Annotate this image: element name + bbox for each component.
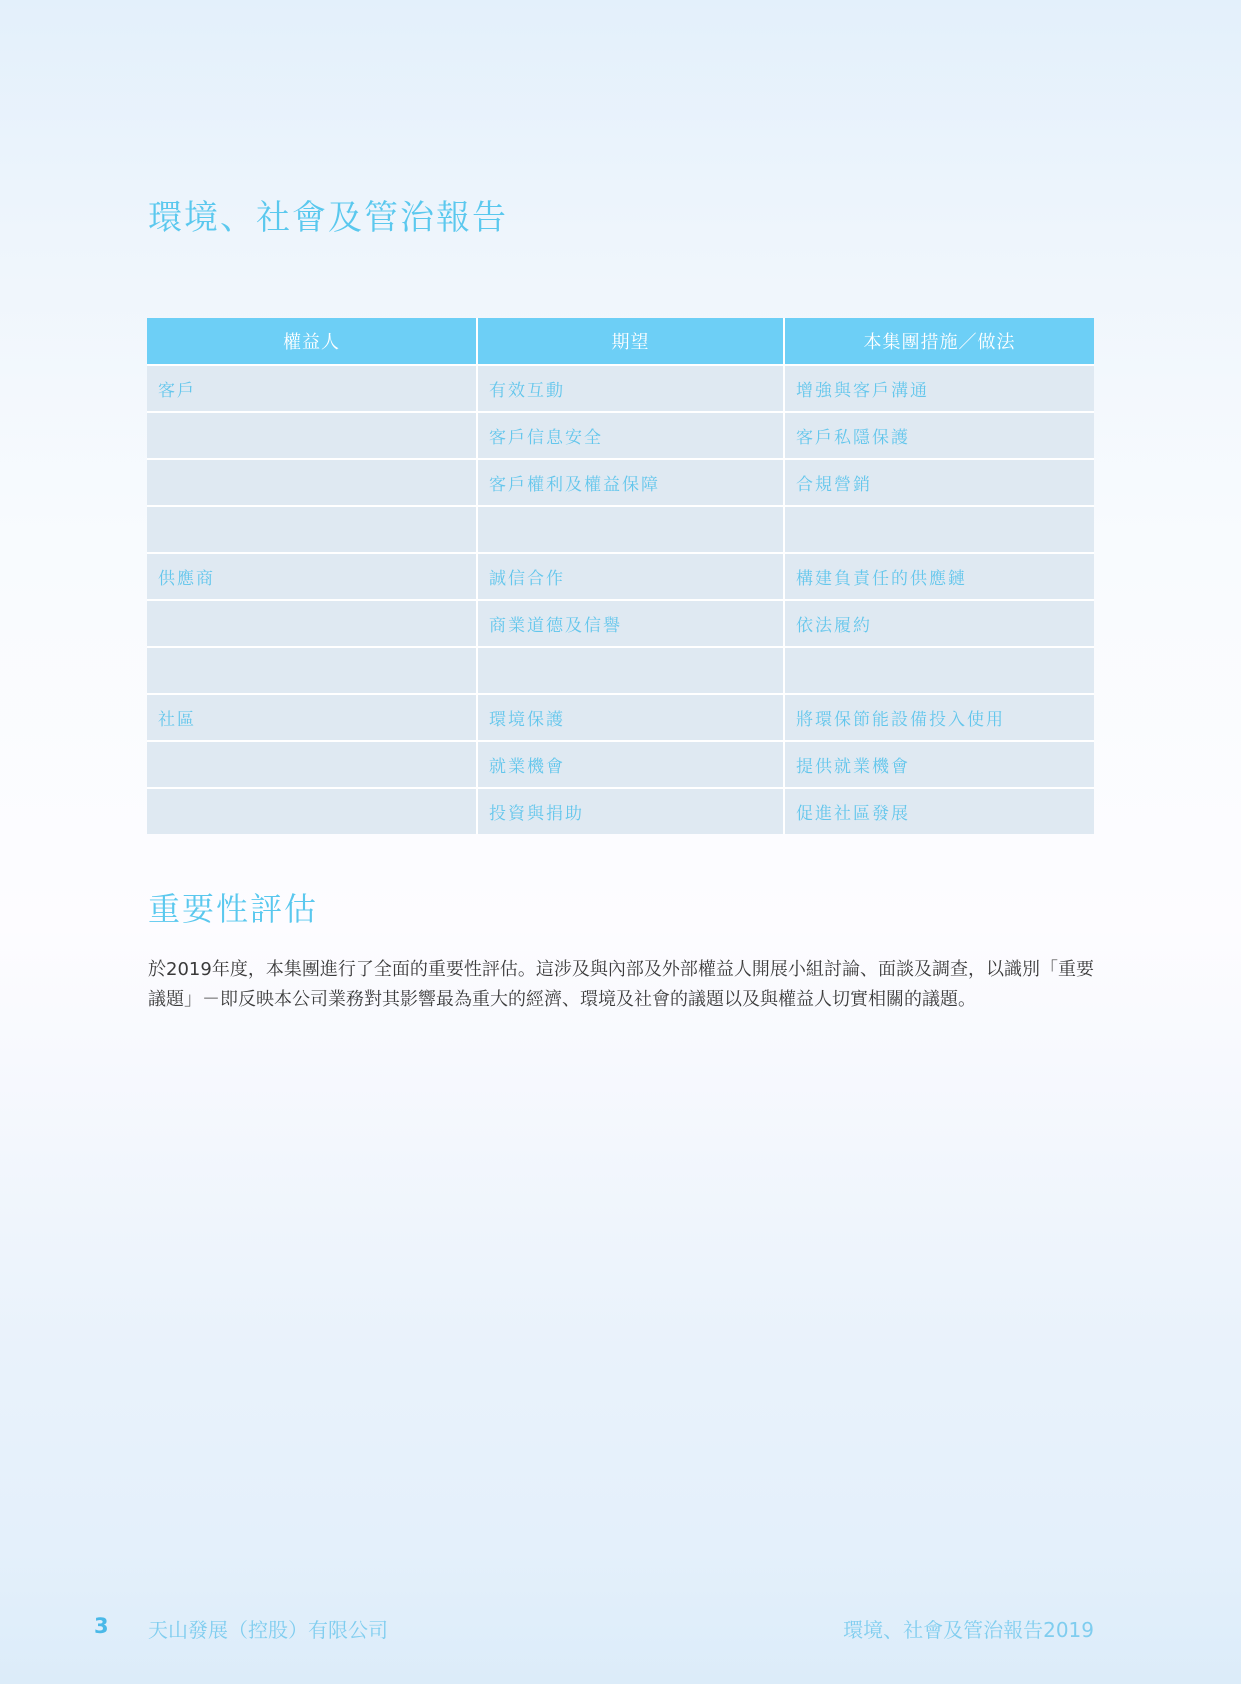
- stakeholder-cell: 社區: [147, 694, 477, 741]
- table-header-row: [147, 318, 1094, 365]
- table-row: [147, 506, 1094, 553]
- expectation-cell: 誠信合作: [477, 553, 784, 600]
- expectation-cell: [477, 506, 784, 553]
- table-row: [147, 412, 1094, 459]
- stakeholder-cell: [147, 459, 477, 506]
- table-row: [147, 694, 1094, 741]
- expectation-cell: 商業道德及信譽: [477, 600, 784, 647]
- measure-cell: 合規營銷: [784, 459, 1094, 506]
- expectation-cell: [477, 647, 784, 694]
- expectation-cell: 客戶信息安全: [477, 412, 784, 459]
- stakeholder-cell: [147, 506, 477, 553]
- measure-cell: [784, 506, 1094, 553]
- table-row: [147, 459, 1094, 506]
- expectation-cell: 投資與捐助: [477, 788, 784, 834]
- page-number: 3: [94, 1614, 109, 1638]
- materiality-heading: 重要性評估: [148, 890, 319, 928]
- footer-report-name: 環境、社會及管治報告2019: [843, 1618, 1094, 1642]
- stakeholder-cell: 客戶: [147, 365, 477, 412]
- expectation-cell: 有效互動: [477, 365, 784, 412]
- stakeholder-cell: [147, 647, 477, 694]
- expectation-cell: 就業機會: [477, 741, 784, 788]
- column-header-measures: 本集團措施／做法: [784, 318, 1094, 365]
- column-header-stakeholder: 權益人: [147, 318, 477, 365]
- stakeholder-table: [147, 318, 1094, 834]
- stakeholder-cell: [147, 600, 477, 647]
- expectation-cell: 環境保護: [477, 694, 784, 741]
- measure-cell: [784, 647, 1094, 694]
- expectation-cell: 客戶權利及權益保障: [477, 459, 784, 506]
- stakeholder-cell: 供應商: [147, 553, 477, 600]
- measure-cell: 構建負責任的供應鏈: [784, 553, 1094, 600]
- measure-cell: 提供就業機會: [784, 741, 1094, 788]
- table-row: [147, 741, 1094, 788]
- table-row: [147, 647, 1094, 694]
- measure-cell: 將環保節能設備投入使用: [784, 694, 1094, 741]
- measure-cell: 增強與客戶溝通: [784, 365, 1094, 412]
- table-row: [147, 365, 1094, 412]
- stakeholder-cell: [147, 741, 477, 788]
- materiality-paragraph: 於2019年度，本集團進行了全面的重要性評估。這涉及與內部及外部權益人開展小組討論、面談及調查，以識別「重要議題」－即反映本公司業務對其影響最為重大的經濟、環境及社會的議題以及與權益人切實相關的議題。: [148, 959, 1094, 1010]
- stakeholder-cell: [147, 412, 477, 459]
- table-row: [147, 788, 1094, 834]
- measure-cell: 依法履約: [784, 600, 1094, 647]
- page-title: 環境、社會及管治報告: [148, 198, 508, 238]
- stakeholder-cell: [147, 788, 477, 834]
- measure-cell: 客戶私隱保護: [784, 412, 1094, 459]
- table-row: [147, 600, 1094, 647]
- footer-company-name: 天山發展（控股）有限公司: [148, 1618, 388, 1642]
- column-header-expectation: 期望: [477, 318, 784, 365]
- measure-cell: 促進社區發展: [784, 788, 1094, 834]
- table-row: [147, 553, 1094, 600]
